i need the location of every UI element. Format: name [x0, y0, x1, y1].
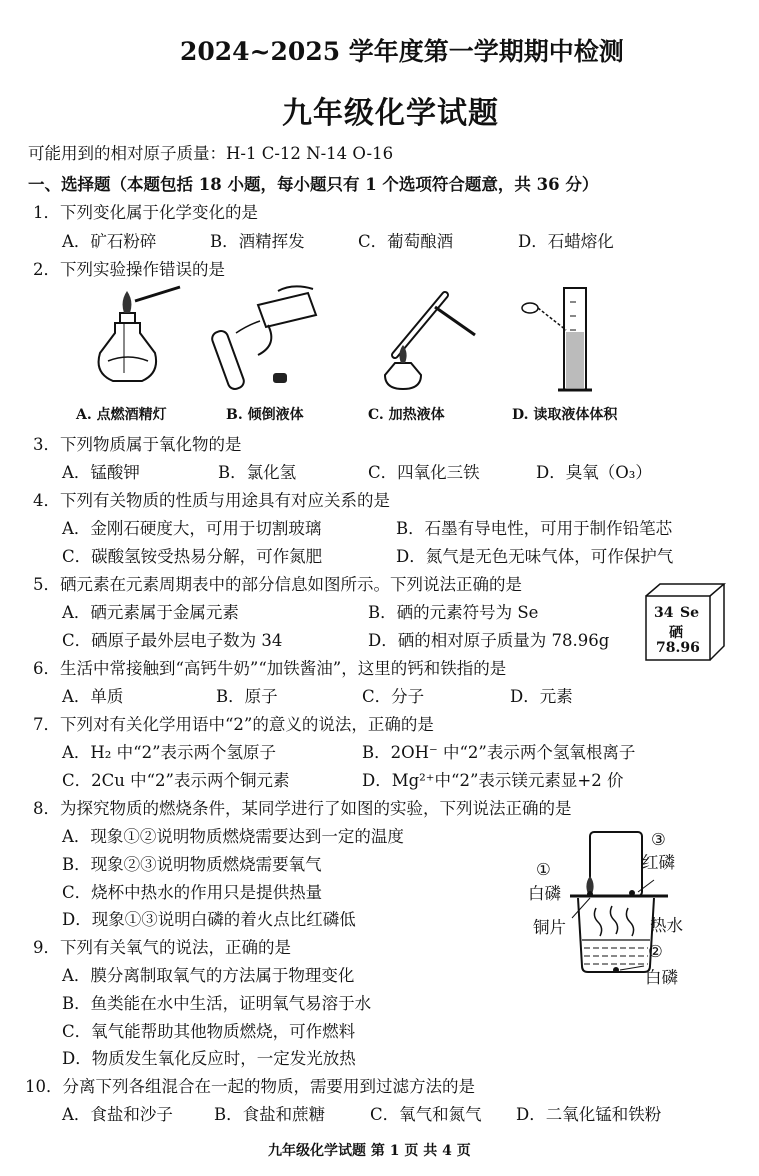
q5-stem: 5．硒元素在元素周期表中的部分信息如图所示。下列说法正确的是: [33, 575, 522, 594]
heating-liquid-figure: [375, 285, 490, 397]
q2-stem: 2．下列实验操作错误的是: [33, 260, 225, 279]
q10-stem: 10．分离下列各组混合在一起的物质，需要用到过滤方法的是: [25, 1077, 475, 1096]
q4-option-a: A．金刚石硬度大，可用于切割玻璃: [62, 519, 322, 538]
q7-option-c: C．2Cu 中“2”表示两个铜元素: [62, 771, 290, 790]
q8-option-c: C．烧杯中热水的作用只是提供热量: [62, 883, 323, 902]
q1-option-c: C．葡萄酿酒: [358, 232, 454, 251]
q10-option-c: C．氧气和氮气: [370, 1105, 482, 1124]
q6-stem: 6．生活中常接触到“高钙牛奶”“加铁酱油”，这里的钙和铁指的是: [33, 659, 507, 678]
q6-option-a: A．单质: [62, 687, 124, 706]
pouring-liquid-figure: [208, 285, 328, 397]
q6-option-d: D．元素: [510, 687, 573, 706]
q2-caption-b: B. 倾倒液体: [226, 407, 304, 423]
alcohol-lamp-figure: [80, 283, 190, 395]
q3-option-b: B．氯化氢: [218, 463, 297, 482]
element-mass: 78.96: [656, 640, 700, 656]
q2-caption-d: D. 读取液体体积: [512, 407, 618, 423]
q2-caption-a: A. 点燃酒精灯: [76, 407, 167, 423]
paper-title: 九年级化学试题: [282, 96, 499, 131]
q9-option-d: D．物质发生氧化反应时，一定发光放热: [62, 1049, 356, 1068]
label-hot-water: 热水: [650, 916, 683, 935]
measuring-cylinder-figure: [520, 282, 620, 400]
q5-option-a: A．硒元素属于金属元素: [62, 603, 239, 622]
q5-option-b: B．硒的元素符号为 Se: [368, 603, 539, 622]
q1-stem: 1．下列变化属于化学变化的是: [33, 203, 258, 222]
q10-option-a: A．食盐和沙子: [62, 1105, 173, 1124]
q4-option-d: D．氮气是无色无味气体，可作保护气: [396, 547, 674, 566]
q8-option-a: A．现象①②说明物质燃烧需要达到一定的温度: [62, 827, 404, 846]
q7-stem: 7．下列对有关化学用语中“2”的意义的说法，正确的是: [33, 715, 434, 734]
q1-option-b: B．酒精挥发: [210, 232, 305, 251]
q1-option-d: D．石蜡熔化: [518, 232, 614, 251]
element-number: 34: [654, 605, 674, 621]
q6-option-c: C．分子: [362, 687, 425, 706]
q9-option-b: B．鱼类能在水中生活，证明氧气易溶于水: [62, 994, 372, 1013]
q3-option-c: C．四氧化三铁: [368, 463, 480, 482]
q2-caption-c: C. 加热液体: [368, 407, 445, 423]
q3-option-a: A．锰酸钾: [62, 463, 140, 482]
q6-option-b: B．原子: [216, 687, 278, 706]
q7-option-b: B．2OH⁻ 中“2”表示两个氢氧根离子: [362, 743, 636, 762]
label-white-phosphorus-1: 白磷: [528, 884, 561, 903]
label-2: ②: [648, 942, 663, 961]
label-3: ③: [651, 830, 666, 849]
label-copper-plate: 铜片: [533, 918, 566, 937]
q8-stem: 8．为探究物质的燃烧条件，某同学进行了如图的实验，下列说法正确的是: [33, 799, 572, 818]
q1-option-a: A．矿石粉碎: [62, 232, 157, 251]
page-footer: 九年级化学试题 第 1 页 共 4 页: [268, 1143, 471, 1159]
q9-stem: 9．下列有关氧气的说法，正确的是: [33, 938, 291, 957]
q8-option-d: D．现象①③说明白磷的着火点比红磷低: [62, 910, 356, 929]
q5-option-d: D．硒的相对原子质量为 78.96g: [368, 631, 610, 650]
q4-option-c: C．碳酸氢铵受热易分解，可作氮肥: [62, 547, 323, 566]
q10-option-d: D．二氧化锰和铁粉: [516, 1105, 662, 1124]
q9-option-a: A．膜分离制取氧气的方法属于物理变化: [62, 966, 355, 985]
q8-option-b: B．现象②③说明物质燃烧需要氧气: [62, 855, 322, 874]
q10-option-b: B．食盐和蔗糖: [214, 1105, 326, 1124]
section-heading: 一、选择题（本题包括 18 小题，每小题只有 1 个选项符合题意，共 36 分）: [28, 175, 599, 194]
label-white-phosphorus-2: 白磷: [645, 968, 678, 987]
q7-option-a: A．H₂ 中“2”表示两个氢原子: [62, 743, 277, 762]
q4-stem: 4．下列有关物质的性质与用途具有对应关系的是: [33, 491, 390, 510]
label-red-phosphorus: 红磷: [642, 853, 675, 872]
q3-stem: 3．下列物质属于氧化物的是: [33, 435, 242, 454]
element-symbol: Se: [680, 605, 700, 621]
label-1: ①: [536, 860, 551, 879]
q7-option-d: D．Mg²⁺中“2”表示镁元素显+2 价: [362, 771, 624, 790]
element-name: 硒: [669, 625, 683, 641]
q4-option-b: B．石墨有导电性，可用于制作铅笔芯: [396, 519, 673, 538]
atomic-masses: 可能用到的相对原子质量：H-1 C-12 N-14 O-16: [28, 144, 394, 163]
q5-option-c: C．硒原子最外层电子数为 34: [62, 631, 283, 650]
exam-title: 2024~2025 学年度第一学期期中检测: [180, 37, 624, 66]
q3-option-d: D．臭氧（O₃）: [536, 463, 652, 482]
q9-option-c: C．氧气能帮助其他物质燃烧，可作燃料: [62, 1022, 356, 1041]
